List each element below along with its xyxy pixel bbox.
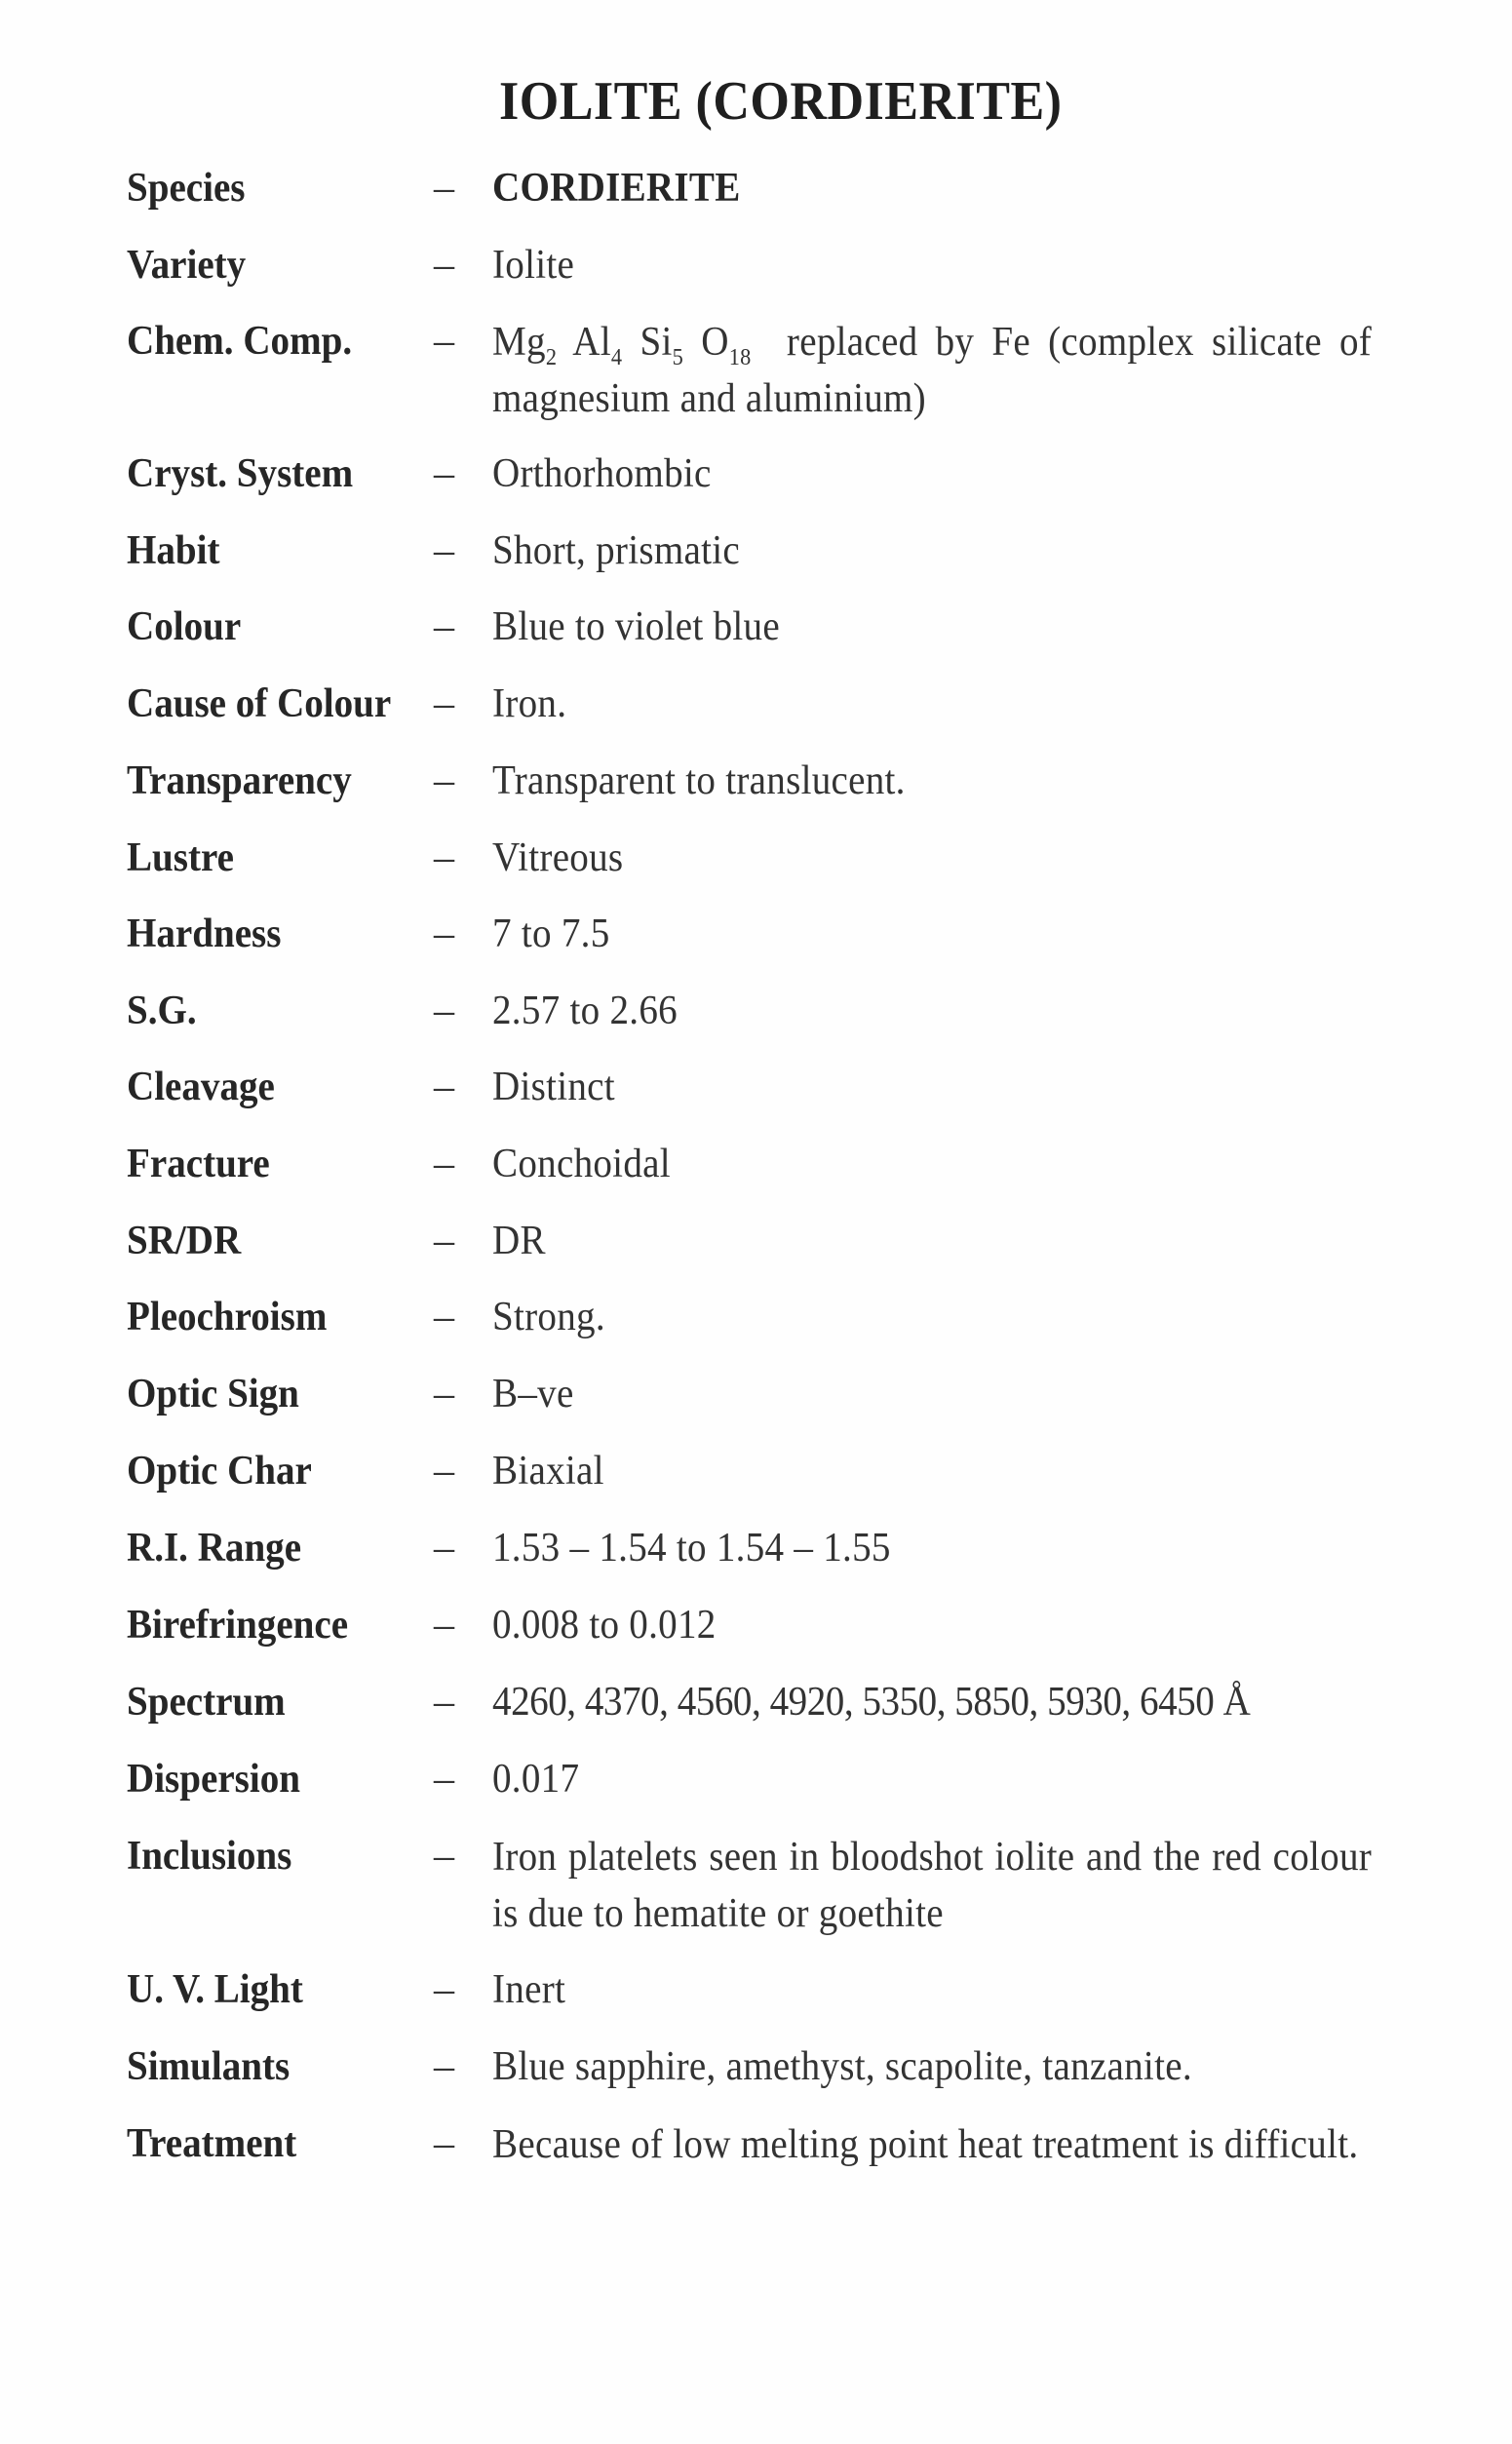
property-label: Cause of Colour: [127, 681, 392, 726]
property-row-cryst-system: [127, 446, 1433, 524]
separator-dash: –: [434, 166, 454, 211]
separator-dash: –: [434, 604, 454, 649]
property-label: Cleavage: [127, 1065, 275, 1109]
property-row-transparency: [127, 754, 1433, 831]
property-label: Inclusions: [127, 1834, 292, 1879]
property-row-sg: [127, 984, 1433, 1060]
property-row-ri-range: [127, 1521, 1433, 1598]
separator-dash: –: [434, 1219, 454, 1263]
property-value: 4260, 4370, 4560, 4920, 5350, 5850, 5930, 6450 Å: [492, 1680, 1251, 1725]
property-row-habit: [127, 524, 1433, 600]
separator-dash: –: [434, 681, 454, 726]
property-value: Blue sapphire, amethyst, scapolite, tanzanite.: [492, 2044, 1192, 2089]
property-value: Because of low melting point heat treatment is difficult.: [492, 2122, 1359, 2167]
separator-dash: –: [434, 2044, 454, 2089]
property-label: U. V. Light: [127, 1967, 303, 2012]
property-label: Optic Char: [127, 1449, 312, 1494]
property-value: 0.008 to 0.012: [492, 1603, 717, 1648]
property-label: S.G.: [127, 989, 197, 1033]
separator-dash: –: [434, 319, 454, 364]
property-row-hardness: [127, 907, 1433, 984]
formula-element: Mg: [492, 320, 546, 365]
property-row-lustre: [127, 831, 1433, 907]
property-row-inclusions: [127, 1829, 1433, 1962]
property-row-cleavage: [127, 1060, 1433, 1137]
property-row-optic-char: [127, 1444, 1433, 1521]
property-label: Pleochroism: [127, 1295, 328, 1339]
formula-subscript: 2: [545, 345, 558, 370]
property-value: 0.017: [492, 1757, 580, 1802]
property-value: Iolite: [492, 243, 575, 288]
property-label: Habit: [127, 528, 220, 573]
property-label: Dispersion: [127, 1757, 300, 1802]
property-row-sr-dr: [127, 1214, 1433, 1290]
property-value: Blue to violet blue: [492, 604, 780, 649]
property-label: Lustre: [127, 835, 234, 880]
separator-dash: –: [434, 1372, 454, 1416]
property-value: 7 to 7.5: [492, 912, 610, 956]
property-row-optic-sign: [127, 1367, 1433, 1444]
chemical-formula-value: [492, 314, 1372, 427]
separator-dash: –: [434, 1295, 454, 1339]
property-row-uv-light: [127, 1962, 1433, 2039]
separator-dash: –: [434, 528, 454, 573]
property-label: Spectrum: [127, 1680, 286, 1725]
property-row-species: [127, 161, 1433, 238]
property-value: Iron.: [492, 681, 567, 726]
property-label: Birefringence: [127, 1603, 349, 1648]
formula-element: O: [701, 320, 729, 365]
property-row-variety: [127, 238, 1433, 314]
property-label: R.I. Range: [127, 1526, 302, 1571]
property-row-dispersion: [127, 1752, 1433, 1829]
property-row-pleochroism: [127, 1290, 1433, 1367]
property-row-chem-comp: [127, 314, 1433, 446]
separator-dash: –: [434, 835, 454, 880]
property-label: Colour: [127, 604, 242, 649]
property-label: Simulants: [127, 2044, 291, 2089]
gem-properties-list: [127, 161, 1433, 2233]
property-label: Treatment: [127, 2121, 297, 2166]
separator-dash: –: [434, 243, 454, 288]
separator-dash: –: [434, 989, 454, 1033]
property-row-spectrum: [127, 1675, 1433, 1752]
property-label: Chem. Comp.: [127, 319, 353, 364]
property-value: Inert: [492, 1967, 566, 2012]
separator-dash: –: [434, 1967, 454, 2012]
page-title: IOLITE (CORDIERITE): [499, 71, 1063, 132]
separator-dash: –: [434, 758, 454, 803]
property-label: Optic Sign: [127, 1372, 299, 1416]
separator-dash: –: [434, 912, 454, 956]
property-label: Hardness: [127, 912, 282, 956]
separator-dash: –: [434, 1603, 454, 1648]
property-value: Iron platelets seen in bloodshot iolite and the red colour is due to hematite or goethite: [492, 1835, 1373, 1936]
property-row-simulants: [127, 2039, 1433, 2116]
separator-dash: –: [434, 1834, 454, 1879]
property-value: CORDIERITE: [492, 166, 741, 211]
separator-dash: –: [434, 451, 454, 496]
property-row-colour: [127, 600, 1433, 677]
property-label: Variety: [127, 243, 247, 288]
property-value: Short, prismatic: [492, 528, 740, 573]
separator-dash: –: [434, 1142, 454, 1186]
separator-dash: –: [434, 1526, 454, 1571]
property-label: Species: [127, 166, 246, 211]
property-value: Biaxial: [492, 1449, 604, 1494]
property-value: 2.57 to 2.66: [492, 989, 678, 1033]
separator-dash: –: [434, 1757, 454, 1802]
separator-dash: –: [434, 2121, 454, 2166]
property-value: DR: [492, 1219, 546, 1263]
separator-dash: –: [434, 1449, 454, 1494]
property-row-fracture: [127, 1137, 1433, 1214]
separator-dash: –: [434, 1680, 454, 1725]
property-row-treatment: [127, 2116, 1433, 2233]
property-label: Transparency: [127, 758, 352, 803]
formula-subscript: 4: [610, 345, 623, 370]
formula-subscript: 18: [728, 345, 752, 370]
separator-dash: –: [434, 1065, 454, 1109]
property-value: Transparent to translucent.: [492, 758, 906, 803]
formula-subscript: 5: [672, 345, 684, 370]
property-value: Distinct: [492, 1065, 615, 1109]
property-value: Conchoidal: [492, 1142, 671, 1186]
formula-element: Al: [572, 320, 611, 365]
property-label: Cryst. System: [127, 451, 354, 496]
formula-description: replaced by Fe (complex silicate of magnesium and aluminium): [492, 320, 1373, 421]
property-value: Strong.: [492, 1295, 605, 1339]
property-value: Vitreous: [492, 835, 624, 880]
property-value: 1.53 – 1.54 to 1.54 – 1.55: [492, 1526, 891, 1571]
property-value: B–ve: [492, 1372, 574, 1416]
property-row-birefringence: [127, 1598, 1433, 1675]
property-label: SR/DR: [127, 1219, 242, 1263]
property-label: Fracture: [127, 1142, 270, 1186]
property-value: Orthorhombic: [492, 451, 712, 496]
formula-element: Si: [640, 320, 673, 365]
property-row-cause-of-colour: [127, 677, 1433, 754]
